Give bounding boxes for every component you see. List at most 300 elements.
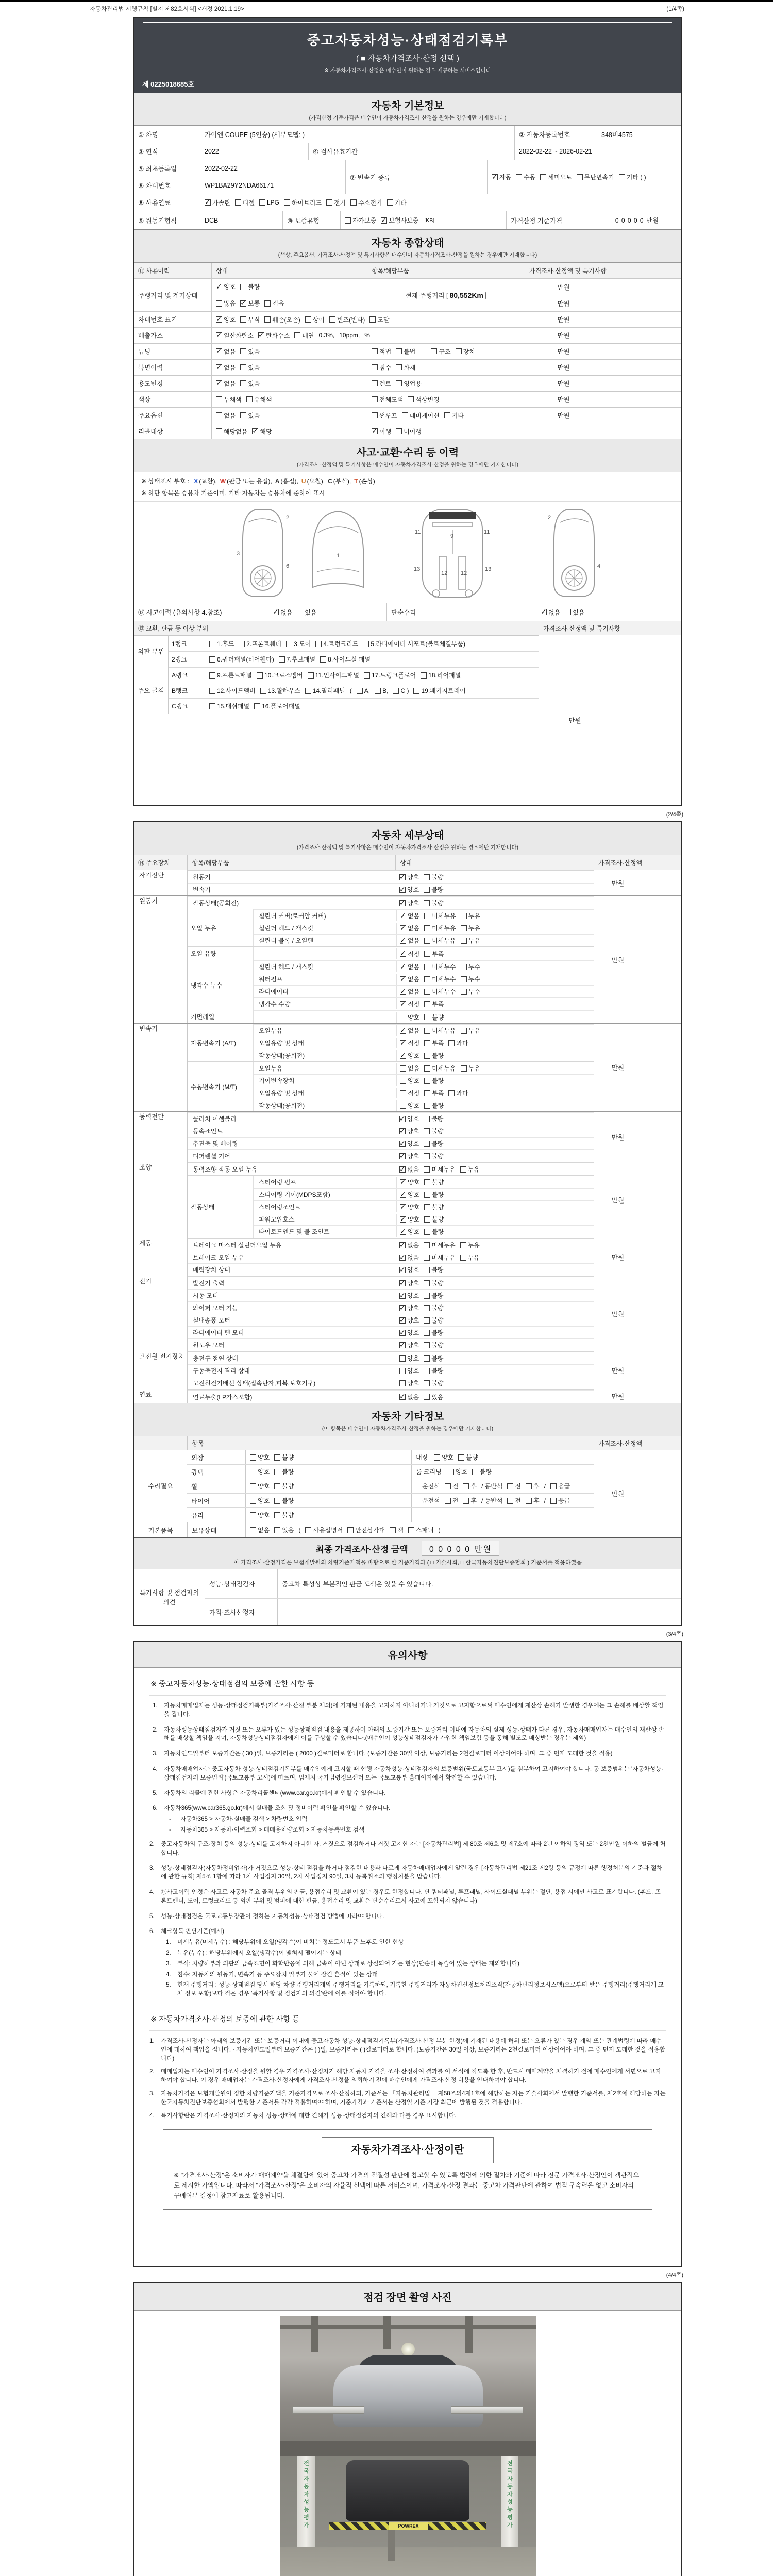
checkbox[interactable] — [400, 1014, 406, 1020]
checkbox[interactable] — [458, 1454, 464, 1461]
option[interactable]: 있음 — [274, 1526, 294, 1534]
option[interactable]: 불량 — [424, 1341, 443, 1349]
option[interactable]: 불량 — [274, 1511, 294, 1519]
option[interactable]: 불량 — [424, 885, 443, 894]
option[interactable] — [420, 347, 426, 356]
option[interactable]: 미세누유 — [424, 1165, 455, 1174]
checkbox[interactable] — [239, 641, 245, 647]
option[interactable]: 불량 — [424, 1265, 443, 1274]
option[interactable]: 사용설명서 — [305, 1526, 343, 1534]
option[interactable]: % — [364, 332, 370, 339]
checkbox[interactable] — [408, 1527, 414, 1533]
checkbox[interactable] — [424, 887, 430, 893]
fuel-option[interactable]: 기타 — [387, 198, 407, 207]
option[interactable]: 부족 — [424, 1039, 444, 1047]
option[interactable]: 불량 — [424, 1303, 443, 1312]
option[interactable]: ✓ 없음 — [216, 347, 236, 356]
checkbox[interactable] — [421, 672, 427, 679]
checkbox[interactable] — [400, 1204, 406, 1210]
option[interactable]: 색상변경 — [408, 395, 439, 404]
option[interactable]: ✓ 양호 — [399, 1265, 419, 1274]
checkbox[interactable] — [424, 964, 430, 970]
checkbox[interactable] — [456, 348, 462, 354]
option[interactable]: ✓ 양호 — [399, 1316, 419, 1325]
checkbox[interactable] — [463, 1483, 469, 1489]
checkbox[interactable] — [240, 284, 246, 290]
panel-option[interactable]: 1.후드 — [209, 639, 234, 648]
option[interactable]: 불량 — [458, 1453, 478, 1462]
checkbox[interactable] — [329, 316, 335, 323]
option[interactable]: / 동반석 — [481, 1497, 503, 1504]
panel-option[interactable]: 19.패키지트레이 — [413, 686, 465, 695]
option[interactable]: 불량 — [424, 1202, 444, 1211]
checkbox[interactable] — [424, 1153, 430, 1159]
checkbox[interactable] — [305, 1527, 311, 1533]
checkbox[interactable] — [345, 217, 351, 224]
checkbox[interactable] — [424, 1014, 430, 1020]
checkbox[interactable] — [448, 1469, 454, 1475]
option[interactable]: 전 — [507, 1496, 521, 1505]
panel-option[interactable]: A, — [357, 687, 370, 694]
option[interactable]: 있음 — [240, 379, 260, 388]
checkbox[interactable] — [400, 1028, 406, 1034]
option[interactable]: 도말 — [369, 315, 389, 324]
option[interactable]: / — [544, 1497, 546, 1504]
checkbox[interactable] — [445, 1483, 451, 1489]
checkbox[interactable] — [400, 1065, 406, 1072]
panel-option[interactable]: ( — [349, 687, 352, 694]
checkbox[interactable] — [399, 1355, 406, 1362]
checkbox[interactable] — [424, 1053, 430, 1059]
panel-option[interactable]: 9.프론트패널 — [209, 671, 252, 680]
checkbox[interactable] — [424, 1355, 430, 1362]
checkbox[interactable] — [254, 703, 260, 709]
panel-option[interactable]: 8.사이드실 패널 — [320, 655, 371, 664]
checkbox[interactable] — [399, 1280, 406, 1286]
option[interactable]: 있음 — [240, 363, 260, 372]
checkbox[interactable] — [399, 1255, 406, 1261]
checkbox[interactable] — [369, 316, 376, 323]
checkbox[interactable] — [216, 316, 222, 323]
option[interactable]: 미이행 — [396, 427, 422, 436]
checkbox[interactable] — [424, 925, 430, 931]
warranty-option[interactable]: 자가보증 — [345, 216, 376, 225]
checkbox[interactable] — [461, 976, 467, 982]
checkbox[interactable] — [399, 1317, 406, 1324]
option[interactable]: 전 — [445, 1482, 459, 1490]
option[interactable]: 기타 — [444, 411, 464, 420]
checkbox[interactable] — [216, 284, 222, 290]
option[interactable]: ✓ 양호 — [399, 1291, 419, 1300]
checkbox[interactable] — [461, 964, 467, 970]
option[interactable]: 양호 — [250, 1496, 270, 1505]
option[interactable]: ✓ 일산화탄소 — [216, 331, 254, 340]
checkbox[interactable] — [400, 951, 406, 957]
option[interactable]: ✓ 양호 — [400, 1190, 419, 1199]
checkbox[interactable] — [413, 688, 419, 694]
option[interactable]: 불량 — [424, 1316, 443, 1325]
checkbox[interactable] — [209, 703, 215, 709]
option[interactable]: 있음 — [240, 347, 260, 356]
checkbox[interactable] — [240, 348, 246, 354]
checkbox[interactable] — [399, 1368, 406, 1374]
option[interactable]: 무채색 — [216, 395, 242, 404]
option[interactable]: 스패너 — [408, 1526, 434, 1534]
option[interactable]: 없음 — [250, 1526, 270, 1534]
checkbox[interactable] — [399, 1394, 406, 1400]
option[interactable]: ✓ 양호 — [399, 1341, 419, 1349]
checkbox[interactable] — [526, 1483, 532, 1489]
option[interactable]: 구조 — [431, 347, 450, 356]
checkbox[interactable] — [259, 199, 265, 206]
option[interactable]: 누수 — [461, 987, 480, 996]
checkbox[interactable] — [375, 688, 381, 694]
option[interactable]: 불량 — [240, 282, 260, 291]
checkbox[interactable] — [250, 1483, 256, 1489]
panel-option[interactable]: 6.쿼더패널(리어휀다) — [209, 655, 274, 664]
option[interactable]: 누유 — [460, 1165, 480, 1174]
option[interactable]: 후 — [463, 1482, 477, 1490]
option[interactable]: / 동반석 — [481, 1483, 503, 1490]
checkbox[interactable] — [399, 1380, 406, 1386]
option[interactable]: 불량 — [424, 1328, 443, 1337]
checkbox[interactable] — [431, 348, 437, 354]
checkbox[interactable] — [372, 364, 378, 370]
checkbox[interactable] — [246, 396, 253, 402]
checkbox[interactable] — [274, 1498, 280, 1504]
option[interactable]: 매연 — [294, 331, 314, 340]
option[interactable]: 양호 — [400, 1076, 419, 1085]
option[interactable]: 불량 — [424, 1354, 443, 1363]
checkbox[interactable] — [240, 412, 246, 418]
panel-option[interactable]: 15.대쉬패널 — [209, 702, 249, 710]
checkbox[interactable] — [396, 348, 402, 354]
checkbox[interactable] — [424, 938, 430, 944]
option[interactable]: 누유 — [461, 1026, 480, 1035]
option[interactable]: 적정 — [400, 1089, 419, 1097]
checkbox[interactable] — [424, 1116, 430, 1122]
checkbox[interactable] — [294, 332, 300, 338]
panel-option[interactable]: 5.라디에이터 서포트(볼트체결부품) — [363, 639, 465, 648]
panel-option[interactable]: C ) — [393, 687, 409, 694]
checkbox[interactable] — [216, 364, 222, 370]
checkbox[interactable] — [424, 1192, 430, 1198]
checkbox[interactable] — [284, 199, 290, 206]
checkbox[interactable] — [350, 199, 357, 206]
option[interactable]: 장치 — [456, 347, 475, 356]
option[interactable]: 누유 — [461, 1064, 480, 1073]
checkbox[interactable] — [363, 641, 369, 647]
option[interactable]: 전 — [445, 1496, 459, 1505]
transmission-option[interactable]: 무단변속기 — [577, 173, 614, 181]
checkbox[interactable] — [424, 1342, 430, 1348]
checkbox[interactable] — [448, 1040, 455, 1046]
option[interactable]: ✓ 양호 — [400, 1227, 419, 1236]
option[interactable]: 있음 — [297, 608, 316, 617]
checkbox[interactable] — [387, 199, 393, 206]
fuel-option[interactable]: LPG — [259, 199, 279, 206]
option[interactable]: 누수 — [461, 975, 480, 984]
option[interactable]: ✓ 양호 — [399, 1303, 419, 1312]
checkbox[interactable] — [315, 641, 322, 647]
checkbox[interactable] — [550, 1498, 557, 1504]
checkbox[interactable] — [372, 348, 378, 354]
option[interactable]: ✓ 없음 — [399, 1241, 419, 1249]
checkbox[interactable] — [273, 609, 279, 615]
option[interactable]: ✓ 양호 — [399, 1328, 419, 1337]
option[interactable]: ✓ 양호 — [400, 1215, 419, 1224]
option[interactable]: 불량 — [424, 1366, 443, 1375]
option[interactable]: ✓ 양호 — [400, 1178, 419, 1187]
option[interactable]: 양호 — [399, 1354, 419, 1363]
panel-option[interactable]: B, — [375, 687, 388, 694]
option[interactable]: ✓ 이행 — [372, 427, 391, 436]
option[interactable]: 잭 — [390, 1526, 404, 1534]
checkbox[interactable] — [320, 656, 326, 663]
option[interactable]: ✓ 양호 — [399, 1279, 419, 1287]
checkbox[interactable] — [424, 1305, 430, 1311]
checkbox[interactable] — [399, 1141, 406, 1147]
checkbox[interactable] — [424, 1380, 430, 1386]
checkbox[interactable] — [424, 1040, 430, 1046]
option[interactable]: 적법 — [372, 347, 391, 356]
checkbox[interactable] — [372, 380, 378, 386]
checkbox[interactable] — [396, 364, 402, 370]
checkbox[interactable] — [396, 428, 402, 434]
option[interactable]: ✓ 없음 — [400, 1026, 419, 1035]
option[interactable]: ✓ 양호 — [400, 1202, 419, 1211]
panel-option[interactable]: 17.트렁크플로어 — [364, 671, 416, 680]
checkbox[interactable] — [305, 688, 311, 694]
option[interactable]: ✓ 없음 — [399, 1393, 419, 1401]
option[interactable]: 많음 — [216, 299, 236, 308]
checkbox[interactable] — [400, 913, 406, 919]
option[interactable]: 누유 — [460, 1253, 480, 1262]
option[interactable]: 미세누수 — [424, 962, 456, 971]
checkbox[interactable] — [424, 874, 430, 880]
panel-option[interactable]: 11.인사이드패널 — [308, 671, 359, 680]
checkbox[interactable] — [492, 174, 498, 180]
option[interactable]: 양호 — [400, 1013, 419, 1022]
checkbox[interactable] — [257, 672, 263, 679]
checkbox[interactable] — [472, 1469, 478, 1475]
option[interactable]: 미세누수 — [424, 987, 456, 996]
checkbox[interactable] — [400, 1053, 406, 1059]
checkbox[interactable] — [424, 900, 430, 906]
option[interactable]: 전체도색 — [372, 395, 403, 404]
option[interactable]: 적음 — [264, 299, 284, 308]
checkbox[interactable] — [424, 1267, 430, 1273]
checkbox[interactable] — [400, 1216, 406, 1223]
checkbox[interactable] — [434, 1454, 440, 1461]
checkbox[interactable] — [424, 989, 430, 995]
checkbox[interactable] — [364, 672, 370, 679]
option[interactable]: ) — [438, 1526, 441, 1534]
option[interactable]: 네비게이션 — [402, 411, 440, 420]
checkbox[interactable] — [461, 925, 467, 931]
option[interactable]: 누수 — [461, 962, 480, 971]
checkbox[interactable] — [424, 1229, 430, 1235]
checkbox[interactable] — [400, 976, 406, 982]
option[interactable]: ✓ 적정 — [400, 1039, 419, 1047]
option[interactable]: ( — [298, 1526, 301, 1534]
panel-option[interactable]: 14.필러패널 — [305, 686, 345, 695]
checkbox[interactable] — [250, 1498, 256, 1504]
option[interactable]: ✓ 양호 — [399, 873, 419, 882]
option[interactable]: ✓ 해당 — [252, 427, 272, 436]
transmission-option[interactable]: 세미오토 — [540, 173, 572, 181]
option[interactable]: 불법 — [396, 347, 415, 356]
option[interactable]: 미세누유 — [424, 1064, 456, 1073]
option[interactable]: ✓ 없음 — [273, 608, 292, 617]
option[interactable]: 없음 — [400, 1064, 419, 1073]
option[interactable]: ✓ 양호 — [399, 1151, 419, 1160]
option[interactable]: 불량 — [424, 1127, 443, 1136]
option[interactable]: ✓ 양호 — [216, 282, 236, 291]
option[interactable]: 양호 — [399, 1366, 419, 1375]
option[interactable]: 불량 — [424, 1076, 444, 1085]
checkbox[interactable] — [326, 199, 332, 206]
option[interactable]: 누유 — [461, 911, 480, 920]
transmission-option[interactable]: 기타 ( ) — [619, 173, 646, 181]
option[interactable]: 있음 — [565, 608, 584, 617]
option[interactable]: 있음 — [240, 411, 260, 420]
checkbox[interactable] — [308, 672, 314, 679]
option[interactable]: 후 — [463, 1496, 477, 1505]
option[interactable]: 없음 — [216, 411, 236, 420]
option[interactable]: 썬루프 — [372, 411, 397, 420]
option[interactable]: ✓ 양호 — [399, 899, 419, 907]
checkbox[interactable] — [400, 1103, 406, 1109]
option[interactable]: 불량 — [424, 1101, 444, 1110]
checkbox[interactable] — [216, 428, 222, 434]
option[interactable]: ✓ 없음 — [216, 363, 236, 372]
option[interactable]: 양호 — [250, 1511, 270, 1519]
option[interactable]: 렌트 — [372, 379, 391, 388]
checkbox[interactable] — [209, 672, 215, 679]
checkbox[interactable] — [399, 1267, 406, 1273]
checkbox[interactable] — [507, 1483, 513, 1489]
checkbox[interactable] — [209, 656, 215, 663]
checkbox[interactable] — [381, 217, 387, 224]
transmission-option[interactable]: 수동 — [516, 173, 535, 181]
option[interactable]: ✓ 양호 — [399, 1114, 419, 1123]
checkbox[interactable] — [424, 951, 430, 957]
panel-option[interactable]: 12.사이드멤버 — [209, 686, 256, 695]
option[interactable]: 훼손(오손) — [264, 315, 300, 324]
checkbox[interactable] — [372, 396, 378, 402]
option[interactable]: 양호 — [250, 1482, 270, 1490]
option[interactable]: 응급 — [550, 1482, 570, 1490]
checkbox[interactable] — [461, 1065, 467, 1072]
option[interactable]: 불량 — [424, 1178, 444, 1187]
option[interactable]: 해당없음 — [216, 427, 247, 436]
option[interactable]: ✓ 탄화수소 — [258, 331, 290, 340]
checkbox[interactable] — [209, 688, 215, 694]
checkbox[interactable] — [258, 332, 264, 338]
warranty-option[interactable]: ✓ 보험사보증 — [381, 216, 418, 225]
checkbox[interactable] — [399, 1128, 406, 1134]
checkbox[interactable] — [424, 1028, 430, 1034]
checkbox[interactable] — [305, 316, 311, 323]
checkbox[interactable] — [460, 1166, 466, 1173]
option[interactable]: 부족 — [424, 1089, 444, 1097]
panel-option[interactable]: 3.도어 — [286, 639, 311, 648]
checkbox[interactable] — [400, 1192, 406, 1198]
checkbox[interactable] — [216, 396, 222, 402]
checkbox[interactable] — [235, 199, 241, 206]
option[interactable]: 미세누유 — [424, 1253, 455, 1262]
checkbox[interactable] — [260, 688, 266, 694]
checkbox[interactable] — [216, 412, 222, 418]
option[interactable]: ✓ 없음 — [400, 962, 419, 971]
checkbox[interactable] — [399, 1242, 406, 1248]
checkbox[interactable] — [461, 913, 467, 919]
option[interactable]: ✓ 양호 — [399, 885, 419, 894]
checkbox[interactable] — [264, 300, 271, 307]
checkbox[interactable] — [250, 1454, 256, 1461]
checkbox[interactable] — [424, 1001, 430, 1007]
option[interactable]: ✓ 없음 — [399, 1165, 419, 1174]
checkbox[interactable] — [399, 1166, 406, 1173]
checkbox[interactable] — [463, 1498, 469, 1504]
fuel-option[interactable]: 수소전기 — [350, 198, 382, 207]
checkbox[interactable] — [400, 1229, 406, 1235]
checkbox[interactable] — [424, 1128, 430, 1134]
checkbox[interactable] — [448, 1090, 455, 1096]
checkbox[interactable] — [240, 316, 246, 323]
transmission-option[interactable]: ✓ 자동 — [492, 173, 511, 181]
checkbox[interactable] — [461, 1028, 467, 1034]
checkbox[interactable] — [424, 976, 430, 982]
fuel-option[interactable]: 디젤 — [235, 198, 255, 207]
panel-option[interactable]: 18.리어패널 — [421, 671, 461, 680]
checkbox[interactable] — [424, 1078, 430, 1084]
checkbox[interactable] — [264, 316, 271, 323]
checkbox[interactable] — [424, 1141, 430, 1147]
checkbox[interactable] — [396, 380, 402, 386]
option[interactable]: 불량 — [424, 1279, 443, 1287]
checkbox[interactable] — [250, 1512, 256, 1518]
option[interactable]: 운전석 — [422, 1497, 440, 1504]
option[interactable]: 불량 — [472, 1467, 492, 1476]
checkbox[interactable] — [205, 199, 211, 206]
option[interactable]: 누유 — [461, 936, 480, 945]
option[interactable]: ✓ 적정 — [400, 999, 419, 1008]
checkbox[interactable] — [400, 1078, 406, 1084]
panel-option[interactable]: 16.플로어패널 — [254, 702, 300, 710]
option[interactable]: 양호 — [399, 1379, 419, 1387]
option[interactable]: 양호 — [434, 1453, 453, 1462]
option[interactable]: 0.3%, — [318, 332, 335, 339]
option[interactable]: 불량 — [424, 899, 443, 907]
option[interactable]: 불량 — [424, 1151, 443, 1160]
option[interactable]: ✓ 적정 — [400, 950, 419, 958]
checkbox[interactable] — [541, 609, 547, 615]
checkbox[interactable] — [516, 174, 522, 180]
checkbox[interactable] — [274, 1454, 280, 1461]
option[interactable]: 미세누유 — [424, 924, 456, 933]
checkbox[interactable] — [400, 989, 406, 995]
option[interactable]: 불량 — [424, 1215, 444, 1224]
option[interactable]: 변조(변타) — [329, 315, 365, 324]
option[interactable]: 상이 — [305, 315, 325, 324]
checkbox[interactable] — [240, 380, 246, 386]
option[interactable]: 미세누유 — [424, 1241, 455, 1249]
option[interactable]: 응급 — [550, 1496, 570, 1505]
checkbox[interactable] — [460, 1242, 466, 1248]
option[interactable]: 불량 — [424, 1139, 443, 1148]
